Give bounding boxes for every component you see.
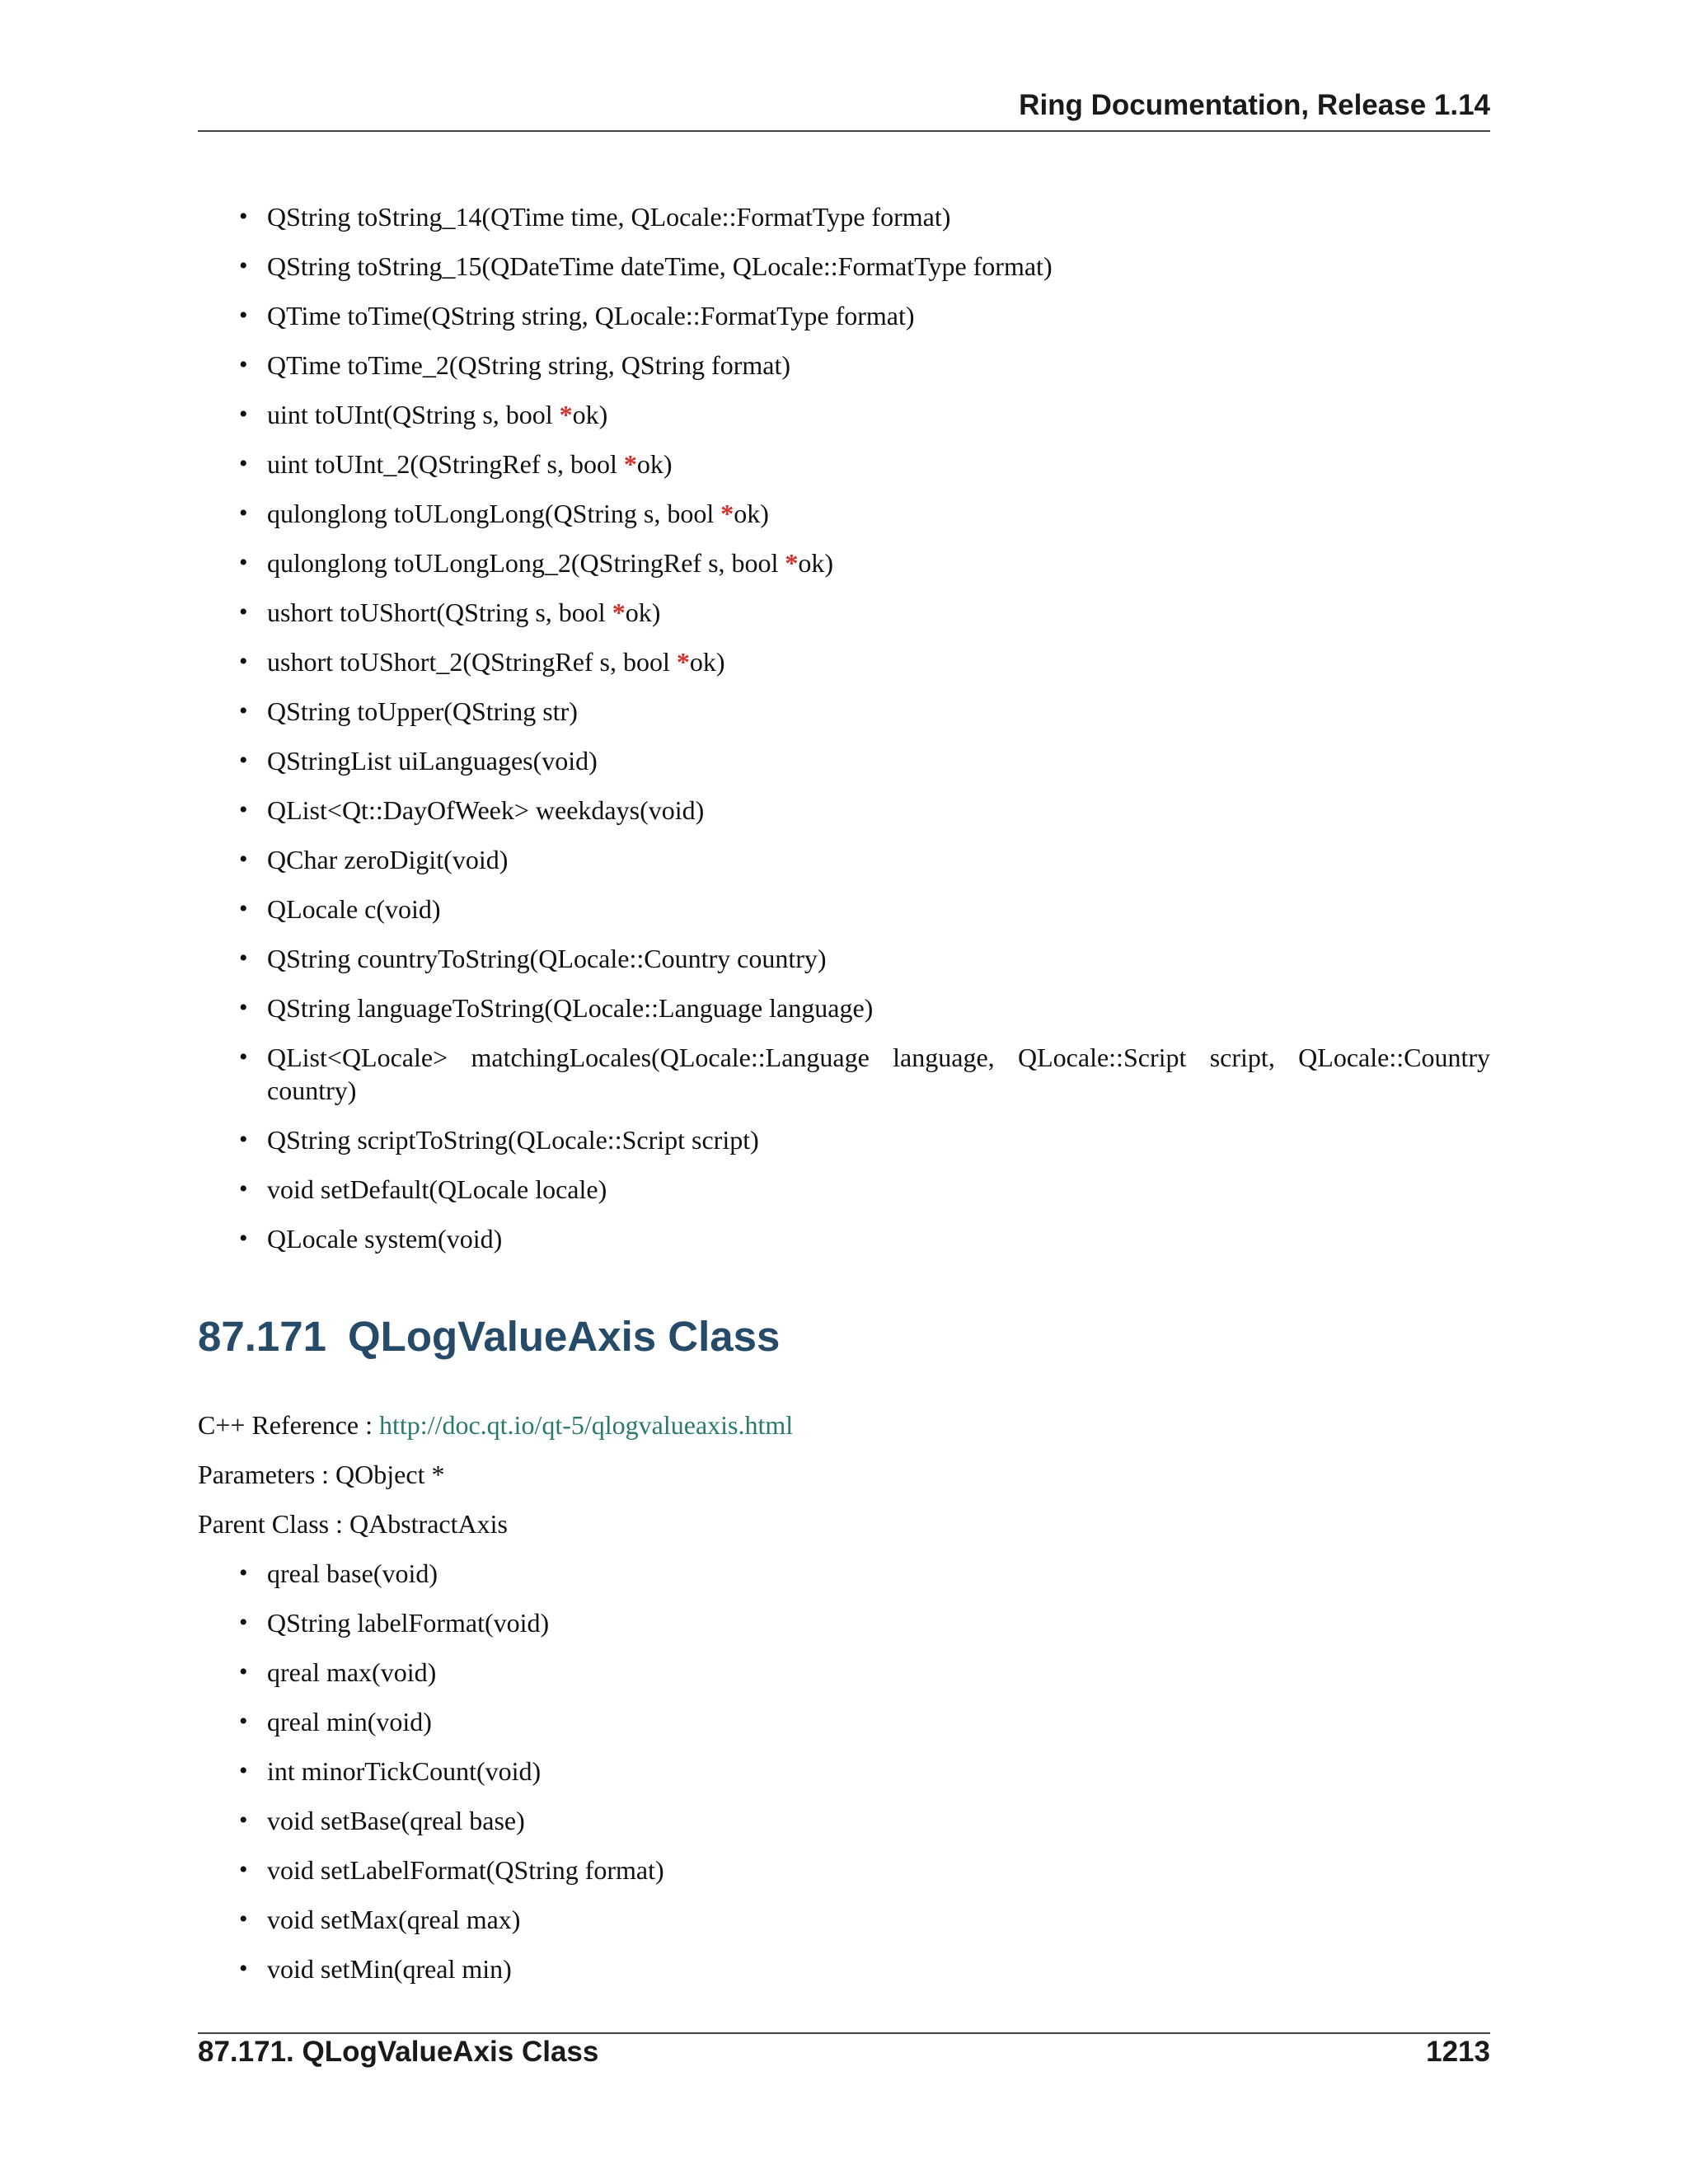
method-item: • QString scriptToString(QLocale::Script script)	[239, 1123, 1490, 1156]
method-signature: ushort toUShort_2(QStringRef s, bool	[267, 647, 677, 677]
method-signature-end: ok)	[625, 598, 661, 627]
pointer-star: *	[785, 548, 799, 578]
page-number: 1213	[1426, 2036, 1490, 2068]
method-signature: ushort toUShort(QString s, bool	[267, 598, 612, 627]
cpp-reference-line	[198, 1408, 793, 1441]
method-item: • qreal min(void)	[239, 1705, 1490, 1738]
method-item: • void setBase(qreal base)	[239, 1804, 1490, 1837]
parameters-line: Parameters : QObject *	[198, 1460, 445, 1489]
footer-rule	[198, 2032, 1490, 2034]
method-item: • QString toString_15(QDateTime dateTime, QLocale::FormatType format)	[239, 250, 1490, 283]
header-rule	[198, 130, 1490, 132]
method-item: • void setLabelFormat(QString format)	[239, 1854, 1490, 1886]
method-item: • QString languageToString(QLocale::Language language)	[239, 991, 1490, 1024]
method-item: • QString labelFormat(void)	[239, 1606, 1490, 1639]
method-item: • QTime toTime_2(QString string, QString format)	[239, 349, 1490, 382]
method-signature-end: ok)	[734, 499, 769, 528]
pointer-star: *	[559, 400, 573, 429]
qlogvalueaxis-method-list	[239, 1557, 1490, 2002]
pointer-star: *	[612, 598, 626, 627]
method-item: • void setDefault(QLocale locale)	[239, 1173, 1490, 1206]
running-header-title: Ring Documentation, Release 1.14	[1019, 89, 1490, 121]
method-item: • QStringList uiLanguages(void)	[239, 744, 1490, 777]
method-item	[239, 448, 1490, 480]
method-item	[239, 546, 1490, 579]
method-item: • int minorTickCount(void)	[239, 1755, 1490, 1788]
reference-label: C++ Reference :	[198, 1410, 379, 1440]
method-item	[239, 398, 1490, 431]
method-signature: uint toUInt(QString s, bool	[267, 400, 560, 429]
pointer-star: *	[676, 647, 690, 677]
method-item: • qreal max(void)	[239, 1656, 1490, 1689]
method-item: • QChar zeroDigit(void)	[239, 843, 1490, 876]
section-number: 87.171	[198, 1313, 326, 1360]
method-signature-end: ok)	[798, 548, 834, 578]
reference-link[interactable]: http://doc.qt.io/qt-5/qlogvalueaxis.html	[379, 1410, 794, 1440]
method-item: • void setMin(qreal min)	[239, 1952, 1490, 1985]
method-item: • QList<Qt::DayOfWeek> weekdays(void)	[239, 794, 1490, 827]
method-item: • QString toString_14(QTime time, QLocale::FormatType format)	[239, 200, 1490, 233]
pointer-star: *	[623, 449, 637, 479]
method-item: • void setMax(qreal max)	[239, 1903, 1490, 1936]
section-title: QLogValueAxis Class	[348, 1313, 781, 1360]
method-item: • QLocale c(void)	[239, 893, 1490, 926]
method-signature-end: ok)	[689, 647, 725, 677]
method-item: • QList<QLocale> matchingLocales(QLocale::Language language, QLocale::Script script, QLocale::Country country)	[239, 1041, 1490, 1107]
method-item: • QLocale system(void)	[239, 1222, 1490, 1255]
section-heading	[198, 1312, 780, 1361]
footer-section-label: 87.171. QLogValueAxis Class	[198, 2036, 599, 2068]
method-item	[239, 596, 1490, 629]
method-signature: uint toUInt_2(QStringRef s, bool	[267, 449, 624, 479]
method-item: • QString toUpper(QString str)	[239, 695, 1490, 728]
parent-class-line: Parent Class : QAbstractAxis	[198, 1509, 508, 1539]
method-signature: qulonglong toULongLong(QString s, bool	[267, 499, 721, 528]
method-item	[239, 645, 1490, 678]
method-item: • qreal base(void)	[239, 1557, 1490, 1590]
qlocale-method-list	[239, 200, 1490, 1272]
method-item	[239, 497, 1490, 530]
method-item: • QTime toTime(QString string, QLocale::FormatType format)	[239, 299, 1490, 332]
method-signature: qulonglong toULongLong_2(QStringRef s, bool	[267, 548, 785, 578]
pointer-star: *	[720, 499, 734, 528]
method-signature-end: ok)	[572, 400, 608, 429]
method-item: • QString countryToString(QLocale::Country country)	[239, 942, 1490, 975]
method-signature-end: ok)	[636, 449, 673, 479]
